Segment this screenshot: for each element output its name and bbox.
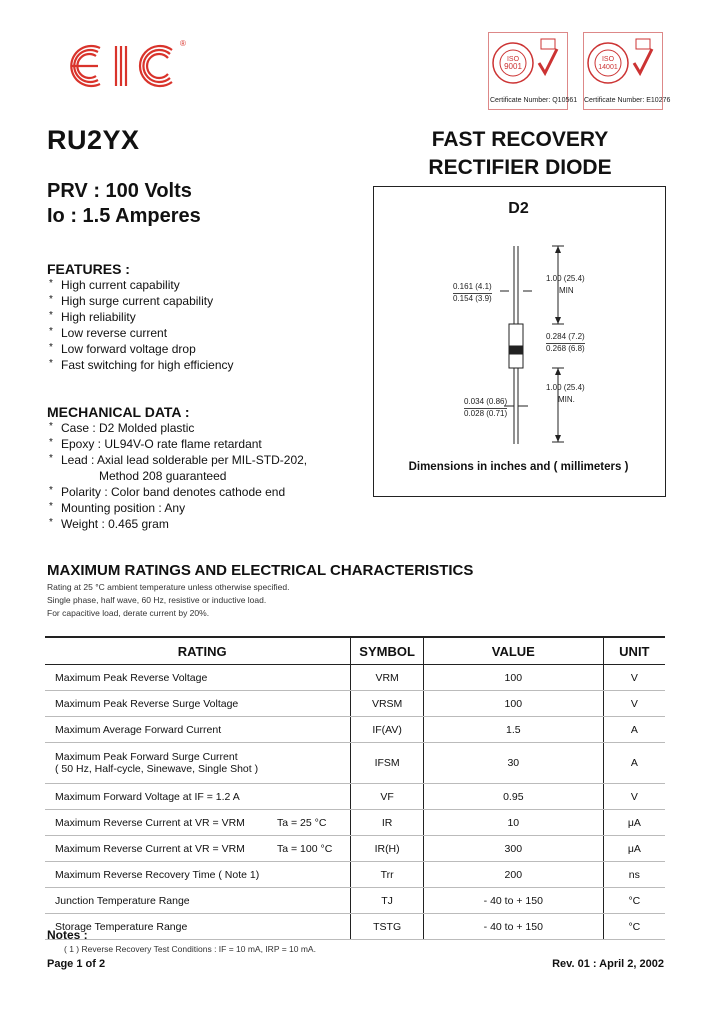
- list-item: * Case : D2 Molded plastic: [47, 420, 307, 436]
- mechanical-heading: MECHANICAL DATA :: [47, 404, 190, 420]
- table-row: [45, 691, 665, 717]
- table-row: [45, 914, 665, 940]
- rating-cell: [45, 862, 351, 888]
- svg-text:14001: 14001: [598, 64, 618, 71]
- table-row: [45, 717, 665, 743]
- value-cell: - 40 to + 150: [423, 888, 603, 914]
- dimensions-caption: Dimensions in inches and ( millimeters ): [408, 461, 629, 473]
- unit-cell: ns: [603, 862, 665, 888]
- package-title: D2: [508, 200, 529, 217]
- table-row: [45, 862, 665, 888]
- svg-text:ISO: ISO: [601, 56, 615, 63]
- col-header-value: VALUE: [423, 637, 603, 665]
- list-item: * High reliability: [47, 309, 234, 325]
- rating-cell: [45, 810, 351, 836]
- note-item: ( 1 ) Reverse Recovery Test Conditions : IF = 10 mA, IRP = 10 mA.: [64, 944, 316, 954]
- features-heading: FEATURES :: [47, 261, 130, 277]
- list-item: * Epoxy : UL94V-O rate flame retardant: [47, 436, 307, 452]
- unit-cell: μA: [603, 836, 665, 862]
- product-title-line1: FAST RECOVERY: [431, 128, 609, 151]
- notes-heading: Notes :: [47, 928, 88, 942]
- cert2-caption: Certificate Number: E10276: [584, 97, 671, 104]
- col-header-unit: UNIT: [603, 637, 665, 665]
- list-item: * Low forward voltage drop: [47, 341, 234, 357]
- rating-text: Junction Temperature Range: [55, 894, 190, 907]
- rating-note: For capacitive load, derate current by 20%.: [47, 608, 210, 618]
- symbol-cell: VF: [351, 784, 424, 810]
- rating-note: Rating at 25 °C ambient temperature unless otherwise specified.: [47, 582, 290, 592]
- symbol-cell: TJ: [351, 888, 424, 914]
- symbol-cell: Trr: [351, 862, 424, 888]
- dim-lead-len-top: 1.00 (25.4): [546, 274, 585, 283]
- io-spec: Io : 1.5 Amperes: [47, 205, 201, 227]
- list-item: * Weight : 0.465 gram: [47, 516, 307, 532]
- dim-wire-max: 0.034 (0.86): [464, 397, 508, 406]
- symbol-cell: IF(AV): [351, 717, 424, 743]
- condition-text: Ta = 25 °C: [277, 816, 327, 829]
- table-row: [45, 836, 665, 862]
- list-item: * Mounting position : Any: [47, 500, 307, 516]
- ratings-table: [45, 636, 665, 940]
- page-number: Page 1 of 2: [47, 958, 106, 970]
- unit-cell: A: [603, 717, 665, 743]
- svg-text:9001: 9001: [504, 62, 522, 71]
- ratings-heading: MAXIMUM RATINGS AND ELECTRICAL CHARACTERISTICS: [47, 562, 474, 579]
- rating-text: Maximum Forward Voltage at IF = 1.2 A: [55, 790, 240, 803]
- unit-cell: μA: [603, 810, 665, 836]
- part-number: RU2YX: [47, 125, 140, 155]
- eic-logo: [62, 36, 192, 96]
- rating-cell: [45, 691, 351, 717]
- dim-body-len-min: 0.268 (6.8): [546, 344, 585, 353]
- rating-text: Maximum Reverse Current at VR = VRM: [55, 816, 245, 829]
- rating-text: Maximum Peak Reverse Voltage: [55, 671, 208, 684]
- value-cell: 10: [423, 810, 603, 836]
- table-row: [45, 810, 665, 836]
- unit-cell: V: [603, 691, 665, 717]
- symbol-cell: IR: [351, 810, 424, 836]
- value-cell: 300: [423, 836, 603, 862]
- symbol-cell: VRM: [351, 665, 424, 691]
- list-item: * Lead : Axial lead solderable per MIL-STD-202,: [47, 452, 307, 468]
- dim-body-len-max: 0.284 (7.2): [546, 332, 585, 341]
- rating-text-line2: ( 50 Hz, Half-cycle, Sinewave, Single Shot ): [55, 763, 259, 775]
- dim-lead-len-bot: 1.00 (25.4): [546, 383, 585, 392]
- value-cell: 100: [423, 691, 603, 717]
- rating-cell: [45, 717, 351, 743]
- list-item: * Polarity : Color band denotes cathode end: [47, 484, 307, 500]
- dim-min-1: MIN: [559, 286, 574, 295]
- dim-lead-dia-max: 0.161 (4.1): [453, 282, 492, 291]
- value-cell: 0.95: [423, 784, 603, 810]
- unit-cell: V: [603, 665, 665, 691]
- unit-cell: °C: [603, 914, 665, 940]
- table-header-row: [45, 637, 665, 665]
- prv-spec: PRV : 100 Volts: [47, 180, 192, 202]
- unit-cell: A: [603, 743, 665, 784]
- svg-text:ISO: ISO: [506, 56, 520, 63]
- revision: Rev. 01 : April 2, 2002: [552, 958, 664, 970]
- unit-cell: °C: [603, 888, 665, 914]
- svg-text:®: ®: [180, 39, 186, 48]
- list-item: * High surge current capability: [47, 293, 234, 309]
- list-item: * High current capability: [47, 277, 234, 293]
- symbol-cell: IR(H): [351, 836, 424, 862]
- symbol-cell: IFSM: [351, 743, 424, 784]
- rating-text: Maximum Average Forward Current: [55, 723, 222, 736]
- rating-cell: [45, 784, 351, 810]
- product-title-line2: RECTIFIER DIODE: [428, 156, 612, 179]
- symbol-cell: TSTG: [351, 914, 424, 940]
- col-header-symbol: SYMBOL: [351, 637, 424, 665]
- rating-cell: [45, 743, 351, 784]
- rating-text: Storage Temperature Range: [55, 920, 188, 933]
- rating-text: Maximum Reverse Current at VR = VRM: [55, 842, 245, 855]
- value-cell: 100: [423, 665, 603, 691]
- value-cell: 30: [423, 743, 603, 784]
- rating-cell: [45, 914, 351, 940]
- rating-text: Maximum Reverse Recovery Time ( Note 1): [55, 868, 260, 881]
- list-item: * Low reverse current: [47, 325, 234, 341]
- mechanical-list: [47, 420, 307, 532]
- value-cell: 1.5: [423, 717, 603, 743]
- rating-cell: [45, 836, 351, 862]
- table-row: [45, 784, 665, 810]
- table-row: [45, 665, 665, 691]
- logo-text: EIC: [62, 36, 64, 37]
- value-cell: 200: [423, 862, 603, 888]
- dim-min-2: MIN.: [558, 395, 575, 404]
- dim-wire-min: 0.028 (0.71): [464, 409, 508, 418]
- features-list: [47, 277, 234, 373]
- list-item-continuation: Method 208 guaranteed: [99, 469, 227, 483]
- value-cell: - 40 to + 150: [423, 914, 603, 940]
- col-header-rating: RATING: [45, 637, 351, 665]
- cert1-caption: Certificate Number: Q10561: [490, 97, 578, 104]
- table-row: [45, 888, 665, 914]
- unit-cell: V: [603, 784, 665, 810]
- condition-text: Ta = 100 °C: [277, 842, 333, 855]
- rating-cell: [45, 665, 351, 691]
- rating-text: Maximum Peak Reverse Surge Voltage: [55, 697, 239, 710]
- symbol-cell: VRSM: [351, 691, 424, 717]
- rating-note: Single phase, half wave, 60 Hz, resistive or inductive load.: [47, 595, 267, 605]
- dim-lead-dia-min: 0.154 (3.9): [453, 294, 492, 303]
- rating-text: Maximum Peak Forward Surge Current: [55, 751, 238, 763]
- rating-cell: [45, 888, 351, 914]
- table-row: [45, 743, 665, 784]
- list-item: * Fast switching for high efficiency: [47, 357, 234, 373]
